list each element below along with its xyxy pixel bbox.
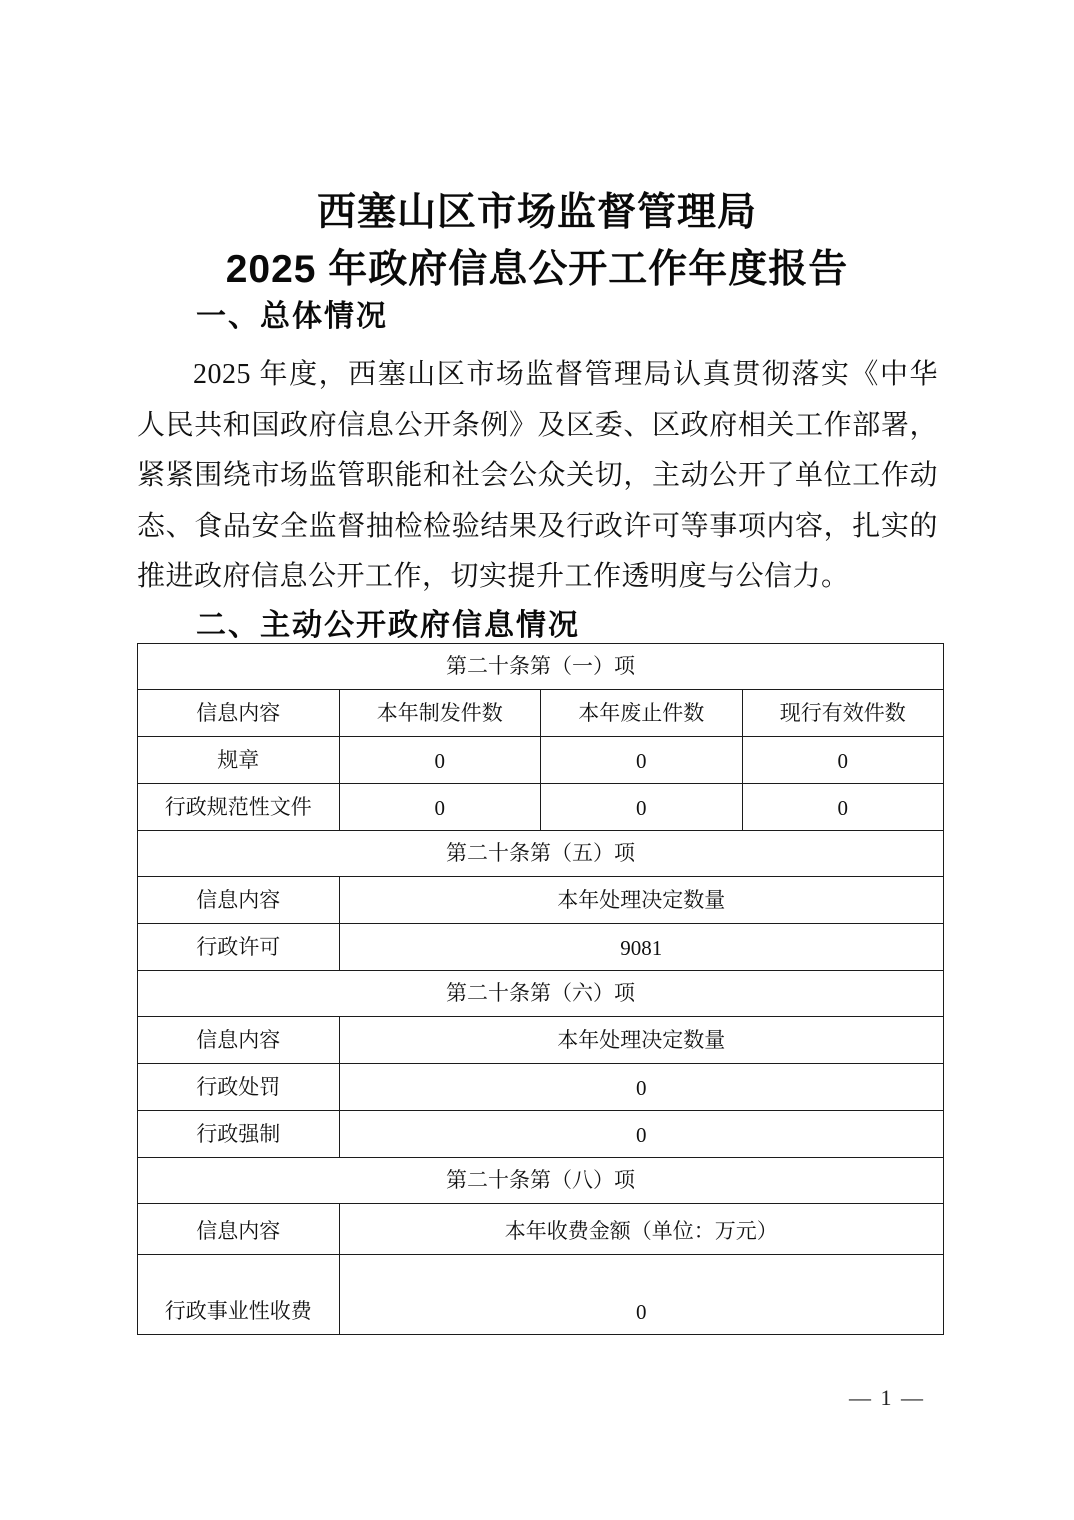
disclosure-table	[137, 643, 944, 1335]
document-title-line1: 西塞山区市场监督管理局	[316, 191, 757, 234]
value-cell: 0	[339, 784, 541, 831]
table-column-header-row	[138, 877, 944, 924]
section1-paragraph: 2025 年度，西塞山区市场监督管理局认真贯彻落实《中华人民共和国政府信息公开条例》及区委、区政府相关工作部署，紧紧围绕市场监管职能和社会公众关切，主动公开了单位工作动态、食品安全监督抽检检验结果及行政许可等事项内容，扎实的推进政府信息公开工作，切实提升工作透明度与公信力。	[137, 359, 938, 593]
column-header-cell: 本年收费金额（单位：万元）	[339, 1204, 944, 1255]
row-label-cell: 行政处罚	[138, 1064, 340, 1111]
document-title-line2: 2025 年政府信息公开工作年度报告	[225, 248, 849, 291]
row-label-cell: 行政强制	[138, 1111, 340, 1158]
table-section-header-row	[138, 644, 944, 690]
column-header-cell: 本年制发件数	[339, 690, 541, 737]
section-header-cell: 第二十条第（六）项	[138, 971, 944, 1017]
table-row	[138, 1255, 944, 1335]
column-header-cell: 信息内容	[138, 1017, 340, 1064]
value-cell: 0	[339, 1111, 944, 1158]
table-section-header-row	[138, 1158, 944, 1204]
value-cell: 0	[339, 1255, 944, 1335]
section-header-cell: 第二十条第（一）项	[138, 644, 944, 690]
column-header-cell: 本年处理决定数量	[339, 877, 944, 924]
row-label-cell: 规章	[138, 737, 340, 784]
value-cell: 0	[742, 784, 944, 831]
row-label-cell: 行政许可	[138, 924, 340, 971]
value-cell: 0	[541, 737, 743, 784]
document-title	[0, 184, 1074, 298]
table-row	[138, 924, 944, 971]
value-cell: 0	[541, 784, 743, 831]
table-row	[138, 784, 944, 831]
column-header-cell: 信息内容	[138, 690, 340, 737]
value-cell: 0	[742, 737, 944, 784]
column-header-cell: 信息内容	[138, 1204, 340, 1255]
section2-heading: 二、主动公开政府信息情况	[196, 609, 580, 642]
column-header-cell: 本年处理决定数量	[339, 1017, 944, 1064]
table-row	[138, 1064, 944, 1111]
row-label-cell: 行政事业性收费	[138, 1255, 340, 1335]
column-header-cell: 本年废止件数	[541, 690, 743, 737]
row-label-cell: 行政规范性文件	[138, 784, 340, 831]
table-column-header-row	[138, 1204, 944, 1255]
value-cell: 0	[339, 737, 541, 784]
section-header-cell: 第二十条第（五）项	[138, 831, 944, 877]
table-section-header-row	[138, 971, 944, 1017]
table-row	[138, 737, 944, 784]
column-header-cell: 现行有效件数	[742, 690, 944, 737]
value-cell: 0	[339, 1064, 944, 1111]
table-section-header-row	[138, 831, 944, 877]
section1-heading: 一、总体情况	[196, 300, 388, 333]
table-row	[138, 1111, 944, 1158]
page-number: — 1 —	[849, 1385, 925, 1410]
column-header-cell: 信息内容	[138, 877, 340, 924]
table-column-header-row	[138, 690, 944, 737]
section-header-cell: 第二十条第（八）项	[138, 1158, 944, 1204]
table-column-header-row	[138, 1017, 944, 1064]
value-cell: 9081	[339, 924, 944, 971]
